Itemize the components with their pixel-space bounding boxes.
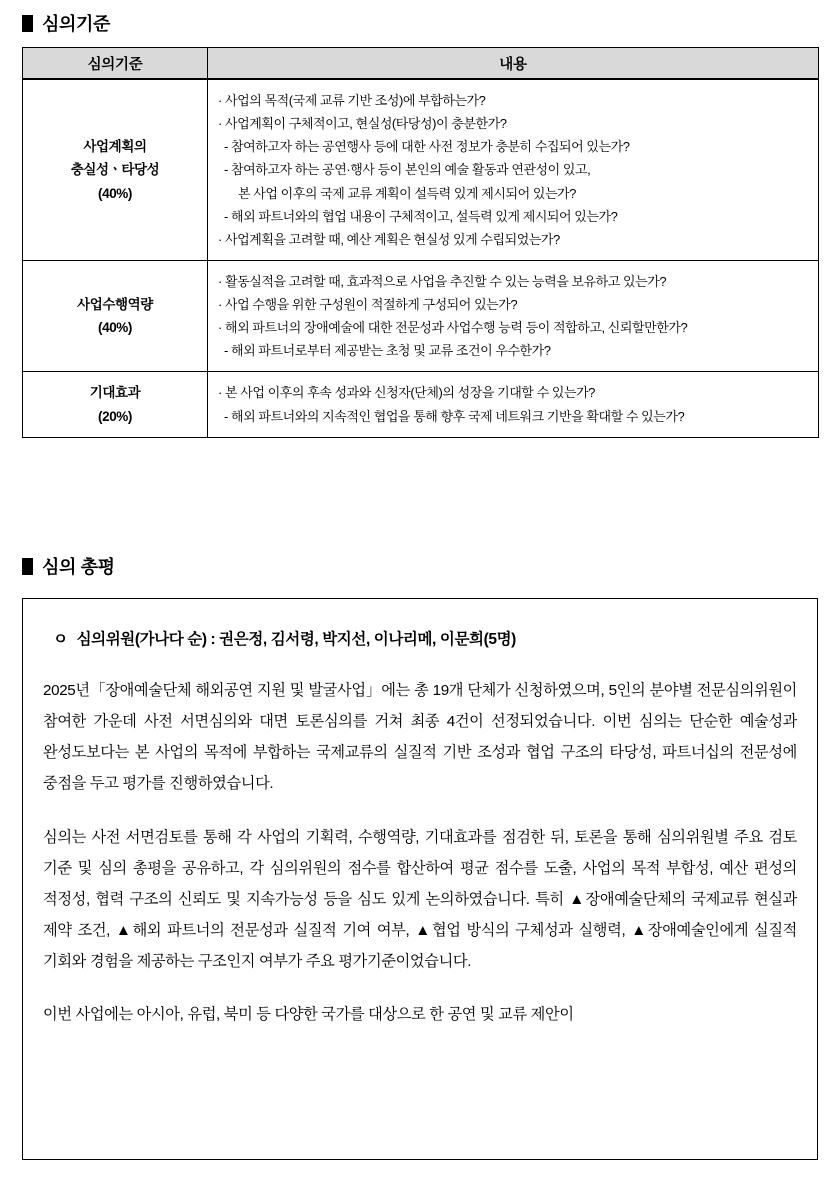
section-heading-summary-label: 심의 총평 xyxy=(42,557,115,577)
summary-paragraph: 심의는 사전 서면검토를 통해 각 사업의 기획력, 수행역량, 기대효과를 점검한 뒤, 토론을 통해 심의위원별 주요 검토 기준 및 심의 총평을 공유하고, 각 심의위원의 점수를 합산하여 평균 점수를 도출, 사업의 목적 부합성, 예산 편성의 적정성, 협력 구조의 신뢰도 및 지속가능성 등을 심도 있게 논의하였습니다. 특히 ▲장애예술단체의 국제교류 현실과 제약 조건, ▲해외 파트너의 전문성과 실질적 기여 여부, ▲협업 방식의 구체성과 실행력, ▲장애예술인에게 실질적 기회와 경험을 제공하는 구조인지 여부가 주요 평가기준이었습니다. xyxy=(43,828,797,971)
criteria-item: - 해외 파트너로부터 제공받는 초청 및 교류 조건이 우수한가? xyxy=(224,343,551,359)
table-row xyxy=(23,79,819,260)
criteria-label-cell xyxy=(23,79,208,260)
criteria-table xyxy=(22,47,819,438)
criteria-weight: (40%) xyxy=(97,185,132,201)
circle-bullet-icon: ㅇ xyxy=(53,631,68,648)
square-bullet-icon xyxy=(22,558,33,575)
summary-paragraph: 2025년「장애예술단체 해외공연 지원 및 발굴사업」에는 총 19개 단체가 신청하였으며, 5인의 분야별 전문심의위원이 참여한 가운데 사전 서면심의와 대면 토론심의를 거쳐 최종 4건이 선정되었습니다. 이번 심의는 단순한 예술성과 완성도보다는 본 사업의 목적에 부합하는 국제교류의 실질적 기반 조성과 협업 구조의 타당성, 파트너십의 전문성에 중점을 두고 평가를 진행하였습니다. xyxy=(43,682,797,793)
criteria-item: · 사업 수행을 위한 구성원이 적절하게 구성되어 있는가? xyxy=(218,297,518,312)
criteria-label-line: 기대효과 xyxy=(89,385,141,401)
criteria-item: - 해외 파트너와의 협업 내용이 구체적이고, 설득력 있게 제시되어 있는가? xyxy=(224,208,618,224)
criteria-item: - 참여하고자 하는 공연행사 등에 대한 사전 정보가 충분히 수집되어 있는가? xyxy=(224,139,630,155)
table-row xyxy=(23,260,819,372)
section-heading-criteria-label: 심의기준 xyxy=(42,14,110,34)
criteria-item: 본 사업 이후의 국제 교류 계획이 설득력 있게 제시되어 있는가? xyxy=(238,185,576,201)
criteria-item: · 사업계획을 고려할 때, 예산 계획은 현실성 있게 수립되었는가? xyxy=(218,231,560,247)
table-header-row xyxy=(23,48,819,80)
criteria-label-cell xyxy=(23,260,208,372)
criteria-item: · 활동실적을 고려할 때, 효과적으로 사업을 추진할 수 있는 능력을 보유하고 있는가? xyxy=(218,273,667,289)
section-heading-criteria xyxy=(22,10,110,36)
criteria-label-line: 사업수행역량 xyxy=(77,296,153,312)
criteria-label-cell xyxy=(23,372,208,437)
column-header-criteria: 심의기준 xyxy=(23,48,208,80)
criteria-weight: (40%) xyxy=(97,320,132,336)
summary-box xyxy=(22,598,818,1160)
committee-member-line xyxy=(53,627,797,649)
column-header-content: 내용 xyxy=(208,48,819,80)
square-bullet-icon xyxy=(22,15,33,32)
summary-paragraph: 이번 사업에는 아시아, 유럽, 북미 등 다양한 국가를 대상으로 한 공연 및 교류 제안이 xyxy=(43,1006,574,1024)
criteria-content-cell xyxy=(208,260,819,372)
criteria-item: · 해외 파트너의 장애예술에 대한 전문성과 사업수행 능력 등이 적합하고, 신뢰할만한가? xyxy=(218,320,688,336)
criteria-label-line: 충실성ㆍ타당성 xyxy=(70,162,160,178)
criteria-content-cell xyxy=(208,79,819,260)
criteria-item: - 해외 파트너와의 지속적인 협업을 통해 향후 국제 네트워크 기반을 확대할 수 있는가? xyxy=(224,408,685,424)
criteria-content-cell xyxy=(208,372,819,437)
criteria-item: - 참여하고자 하는 공연·행사 등이 본인의 예술 활동과 연관성이 있고, xyxy=(224,162,591,178)
committee-member-text: 심의위원(가나다 순) : 권은정, 김서령, 박지선, 이나리메, 이문희(5명) xyxy=(76,631,516,648)
section-heading-summary xyxy=(22,553,115,579)
criteria-item: · 사업계획이 구체적이고, 현실성(타당성)이 충분한가? xyxy=(218,116,507,132)
criteria-item: · 본 사업 이후의 후속 성과와 신청자(단체)의 성장을 기대할 수 있는가? xyxy=(218,385,595,401)
table-row xyxy=(23,372,819,437)
criteria-weight: (20%) xyxy=(97,408,132,424)
criteria-item: · 사업의 목적(국제 교류 기반 조성)에 부합하는가? xyxy=(218,93,486,108)
criteria-label-line: 사업계획의 xyxy=(83,139,147,155)
